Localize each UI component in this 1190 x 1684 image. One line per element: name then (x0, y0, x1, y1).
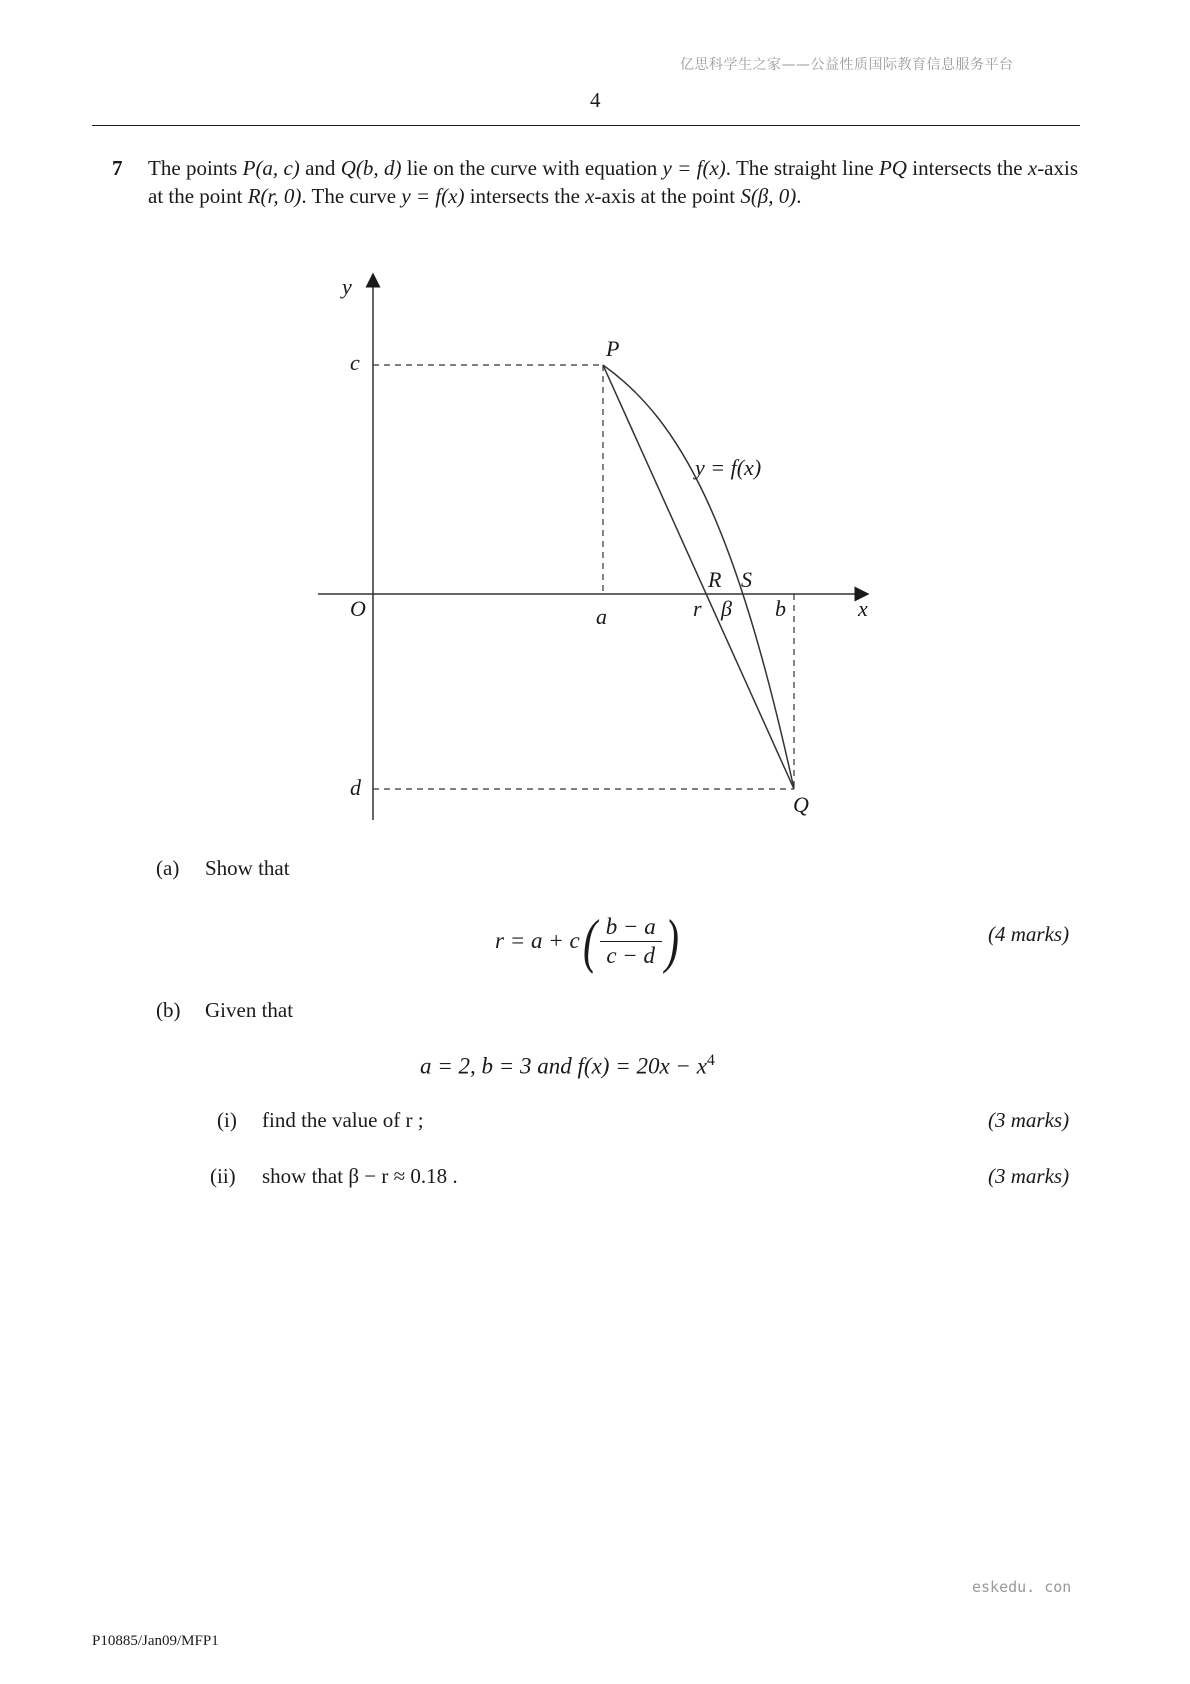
part-b-label: (b) (156, 998, 181, 1022)
right-paren: ) (664, 908, 679, 974)
part-b-given: a = 2, b = 3 and $f(x) = 20x - x^4$ (420, 1052, 715, 1079)
part-a-label: (a) (156, 856, 180, 880)
fraction: $\frac{b - a}{c - d}$ (600, 913, 662, 970)
label-c: c (350, 350, 360, 375)
label-origin: O (350, 596, 366, 621)
label-Q: Q (793, 792, 809, 817)
part-b-ii-text: show that β − r ≈ 0.18 . (262, 1164, 458, 1188)
footer-code: P10885/Jan09/MFP1 (92, 1633, 219, 1649)
footer-watermark: eskedu. con (972, 1578, 1072, 1596)
label-r: r (693, 596, 702, 621)
part-b-i-marks: (3 marks) (988, 1108, 1070, 1132)
part-a-text: Show that (205, 856, 290, 880)
part-b-text: Given that (205, 998, 294, 1022)
label-P: P (606, 336, 620, 361)
question-stem: The points P(a, c) and Q(b, d) lie on the curve with equation y = f(x). The straight line PQ intersects the x-axis at the point R(r, 0). The curve y = f(x) intersects the x-axis at the point S(β, 0). (148, 156, 1079, 208)
label-a: a (596, 604, 607, 629)
chord-pq (603, 365, 794, 789)
part-b-i-text: find the value of r ; (262, 1108, 424, 1132)
label-curve: y = f(x) (695, 455, 762, 480)
label-beta: β (721, 596, 732, 621)
header-watermark: 亿思科学生之家——公益性质国际教育信息服务平台 (680, 57, 1014, 73)
part-b-i-label: (i) (217, 1108, 237, 1132)
question-number: 7 (112, 156, 123, 180)
label-y-axis: y (342, 274, 352, 299)
label-d: d (350, 775, 361, 800)
label-x-axis: x (858, 596, 868, 621)
label-S: S (741, 567, 752, 592)
part-a-formula: r = a + c ( $\frac{b - a}{c - d}$ ) (495, 908, 679, 974)
part-a-marks: (4 marks) (988, 922, 1070, 946)
label-b: b (775, 596, 786, 621)
part-b-ii-label: (ii) (210, 1164, 236, 1188)
page-number: 4 (590, 88, 601, 112)
part-b-ii-marks: (3 marks) (988, 1164, 1070, 1188)
label-R: R (708, 567, 722, 592)
left-paren: ( (582, 908, 597, 974)
